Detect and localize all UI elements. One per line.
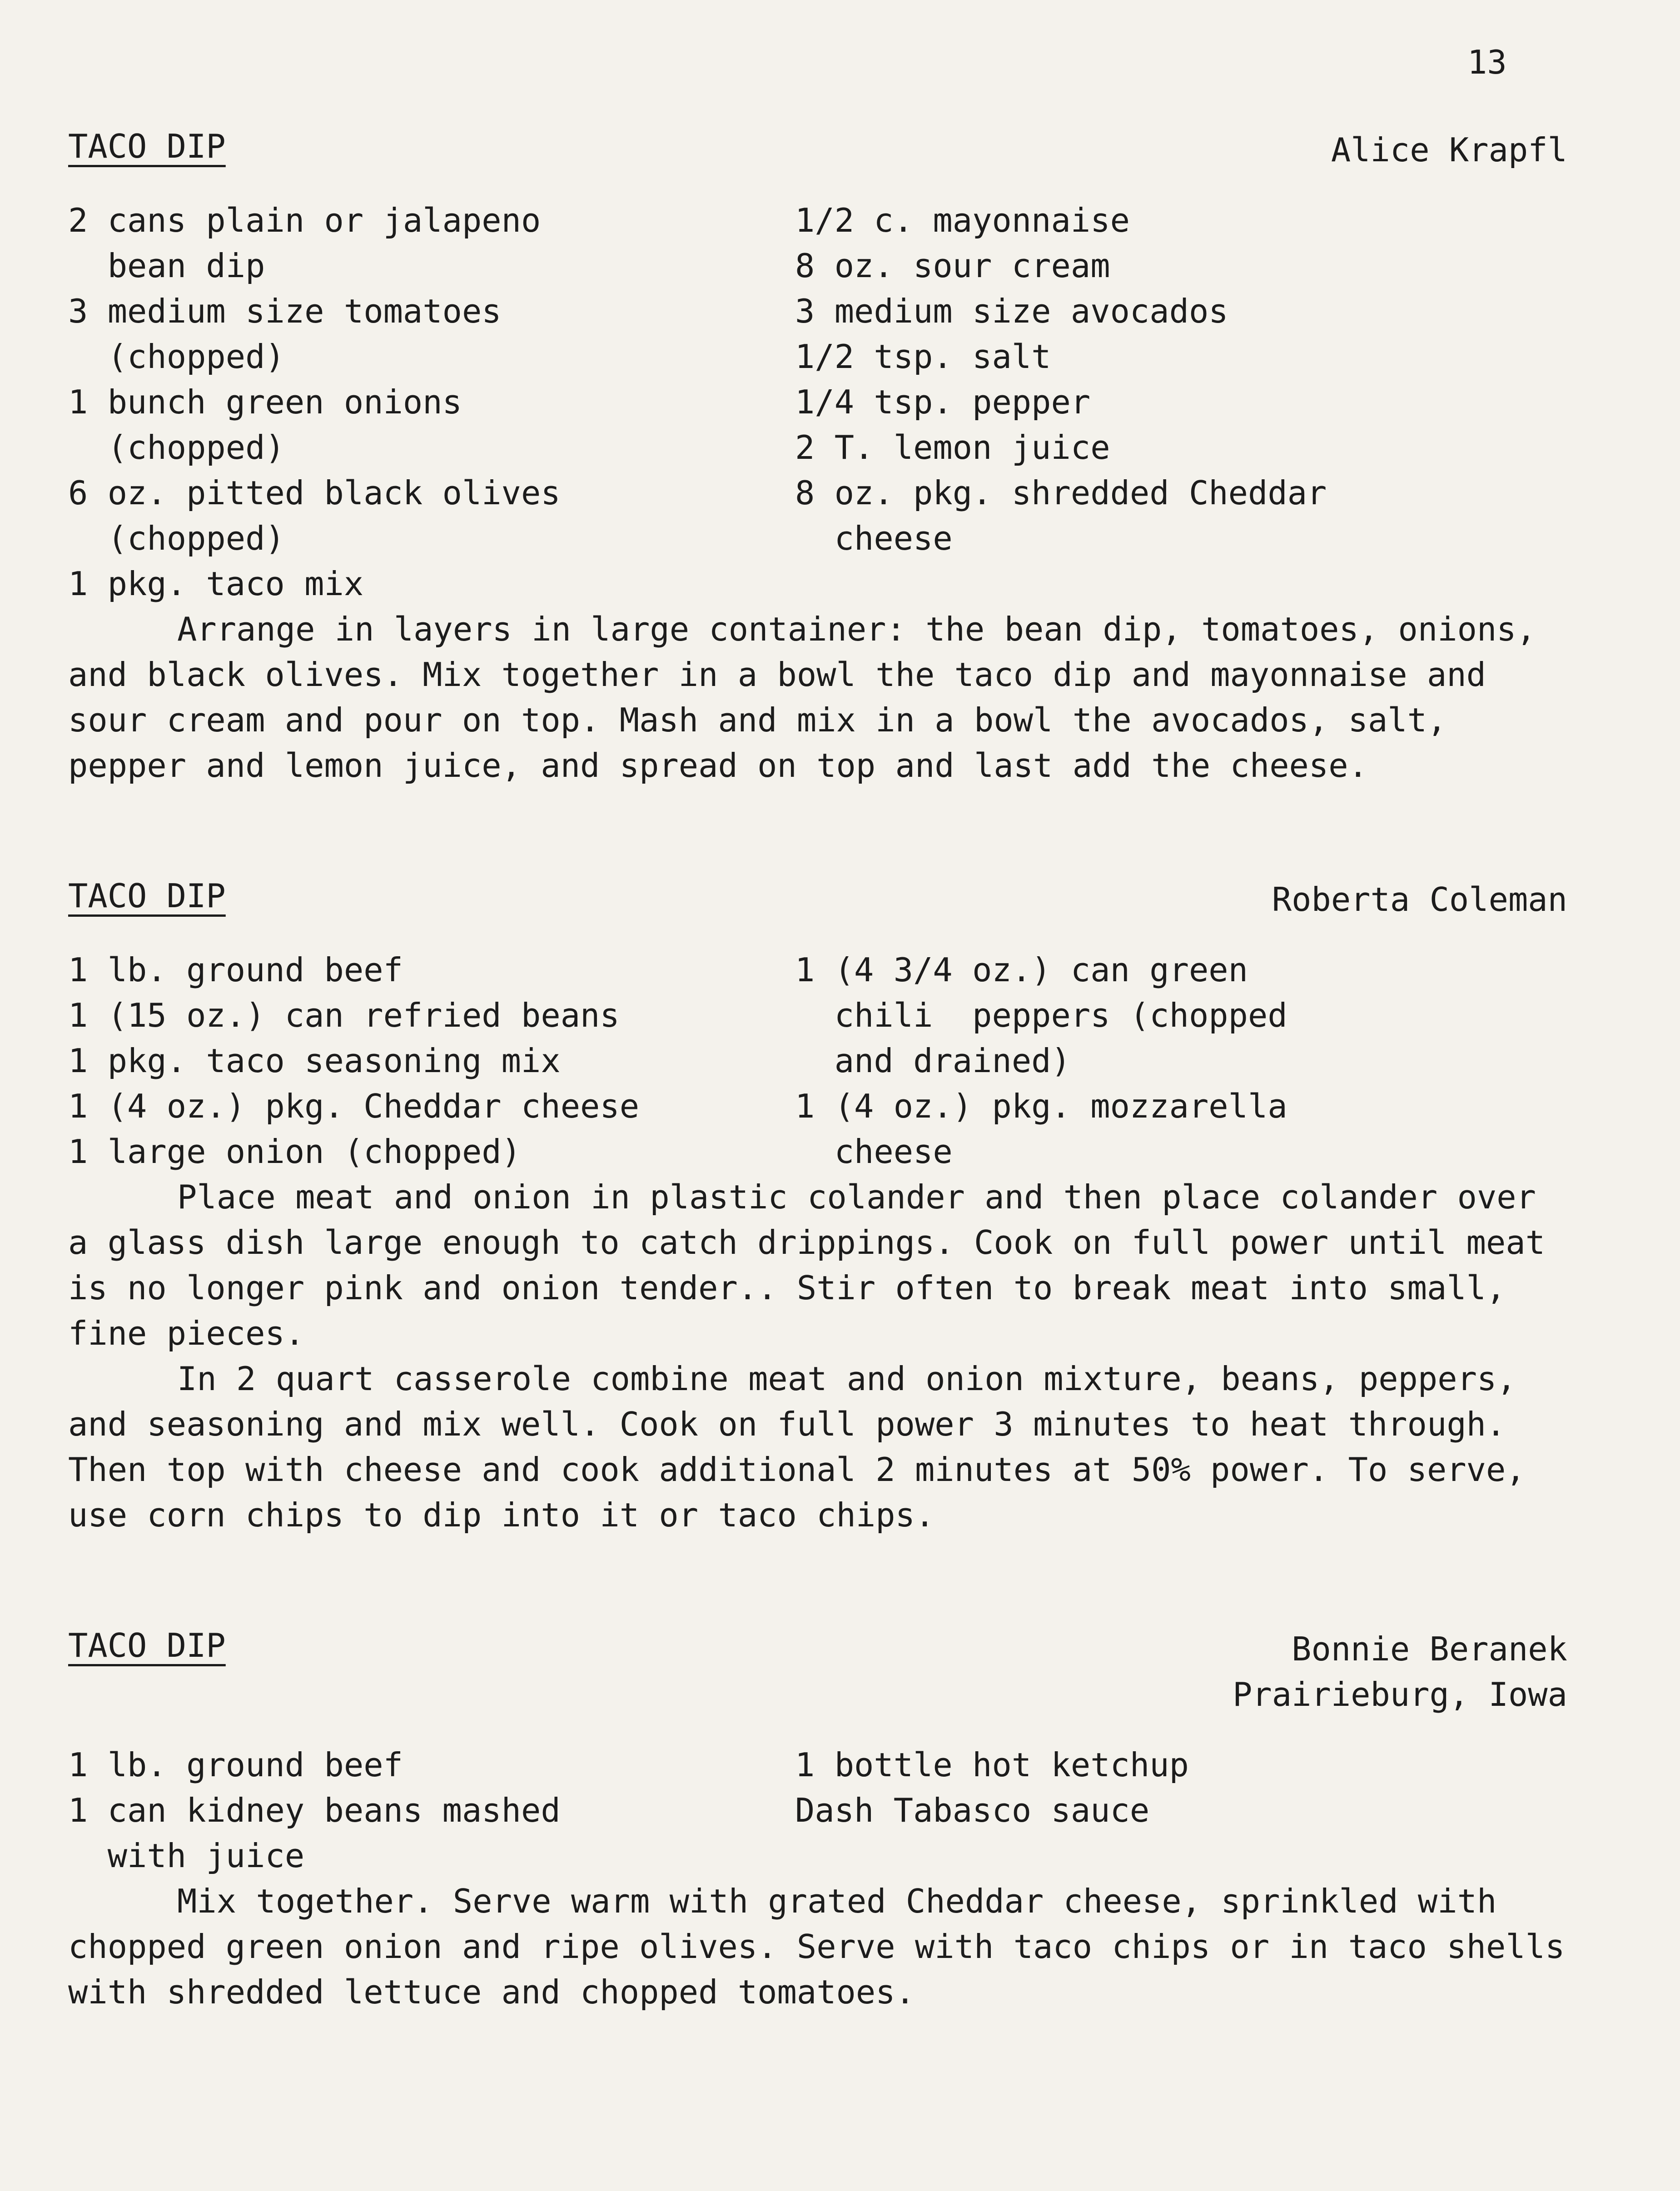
ingredient-line: 6 oz. pitted black olives [68, 474, 561, 512]
ingredient-line: with juice [68, 1837, 305, 1875]
ingredient-line: cheese [795, 1133, 953, 1171]
recipe-title: TACO DIP [68, 877, 226, 915]
recipe-author [1233, 1626, 1567, 1717]
ingredient-line: 1 large onion (chopped) [68, 1133, 521, 1171]
ingredient-line: 1 (4 oz.) pkg. mozzarella [795, 1087, 1287, 1125]
ingredient-line: 2 T. lemon juice [795, 428, 1110, 467]
author-name: Alice Krapfl [1331, 131, 1567, 169]
ingredient-line: (chopped) [68, 428, 285, 467]
ingredient-line: (chopped) [68, 519, 285, 557]
ingredients-right [795, 198, 1327, 561]
ingredients-right [795, 1742, 1189, 1833]
ingredient-line: 1 (4 oz.) pkg. Cheddar cheese [68, 1087, 640, 1125]
ingredient-line: 1 bottle hot ketchup [795, 1746, 1189, 1784]
ingredient-line: 1 pkg. taco mix [68, 565, 364, 603]
ingredient-line: 1 (4 3/4 oz.) can green [795, 951, 1248, 989]
ingredients-left [68, 947, 639, 1174]
ingredient-line: 1/2 c. mayonnaise [795, 201, 1130, 239]
ingredient-line: 3 medium size tomatoes [68, 292, 502, 330]
ingredient-line: 1 lb. ground beef [68, 951, 403, 989]
author-name: Bonnie Beranek [1292, 1630, 1567, 1668]
author-name: Roberta Coleman [1272, 880, 1567, 919]
instruction-paragraph: Arrange in layers in large container: the bean dip, tomatoes, onions, and black olives. Mix together in a bowl the taco dip and mayonnaise and sour cream and pour on top. Mash and mix in a bowl the avocados, salt, pepper and lemon juice, and spread on top and last add the cheese. [68, 610, 1536, 785]
recipe-author [1272, 877, 1567, 922]
ingredient-line: 1/4 tsp. pepper [795, 383, 1091, 421]
ingredient-line: 8 oz. sour cream [795, 247, 1110, 285]
instruction-paragraph: Mix together. Serve warm with grated Cheddar cheese, sprinkled with chopped green onion and ripe olives. Serve with taco chips or in taco shells with shredded lettuce and chopped tomatoes. [68, 1882, 1565, 2011]
ingredient-line: 1 pkg. taco seasoning mix [68, 1042, 561, 1080]
recipe-instructions [68, 1174, 1567, 1538]
instruction-paragraph: Place meat and onion in plastic colander and then place colander over a glass dish large enough to catch drippings. Cook on full power until meat is no longer pink and onion tender.. Stir often to break meat into small, fine pieces. [68, 1178, 1546, 1352]
ingredients-left [68, 1742, 561, 1878]
ingredient-line: 1 (15 oz.) can refried beans [68, 996, 620, 1034]
ingredient-line: cheese [795, 519, 953, 557]
ingredient-line: 2 cans plain or jalapeno [68, 201, 541, 239]
instruction-paragraph: In 2 quart casserole combine meat and onion mixture, beans, peppers, and seasoning and mix well. Cook on full power 3 minutes to heat through. Then top with cheese and cook additional 2 minutes at 50% power. To serve, use corn chips to dip into it or taco chips. [68, 1360, 1526, 1534]
recipe-instructions [68, 606, 1567, 788]
ingredient-line: chili peppers (chopped [795, 996, 1287, 1034]
recipe-title: TACO DIP [68, 1626, 226, 1664]
ingredient-line: and drained) [795, 1042, 1071, 1080]
ingredient-line: 1 lb. ground beef [68, 1746, 403, 1784]
ingredient-line: 3 medium size avocados [795, 292, 1228, 330]
ingredients-left [68, 198, 561, 606]
ingredient-line: bean dip [68, 247, 265, 285]
ingredient-line: (chopped) [68, 338, 285, 376]
recipe-title: TACO DIP [68, 127, 226, 165]
recipe-author [1331, 127, 1567, 173]
ingredient-line: 1 can kidney beans mashed [68, 1791, 561, 1829]
recipe-instructions [68, 1878, 1567, 2015]
ingredient-line: 1/2 tsp. salt [795, 338, 1051, 376]
ingredients-right [795, 947, 1287, 1174]
ingredient-line: 8 oz. pkg. shredded Cheddar [795, 474, 1327, 512]
page-number: 13 [1467, 43, 1507, 81]
ingredient-line: Dash Tabasco sauce [795, 1791, 1150, 1829]
ingredient-line: 1 bunch green onions [68, 383, 462, 421]
author-location: Prairieburg, Iowa [1233, 1675, 1567, 1714]
